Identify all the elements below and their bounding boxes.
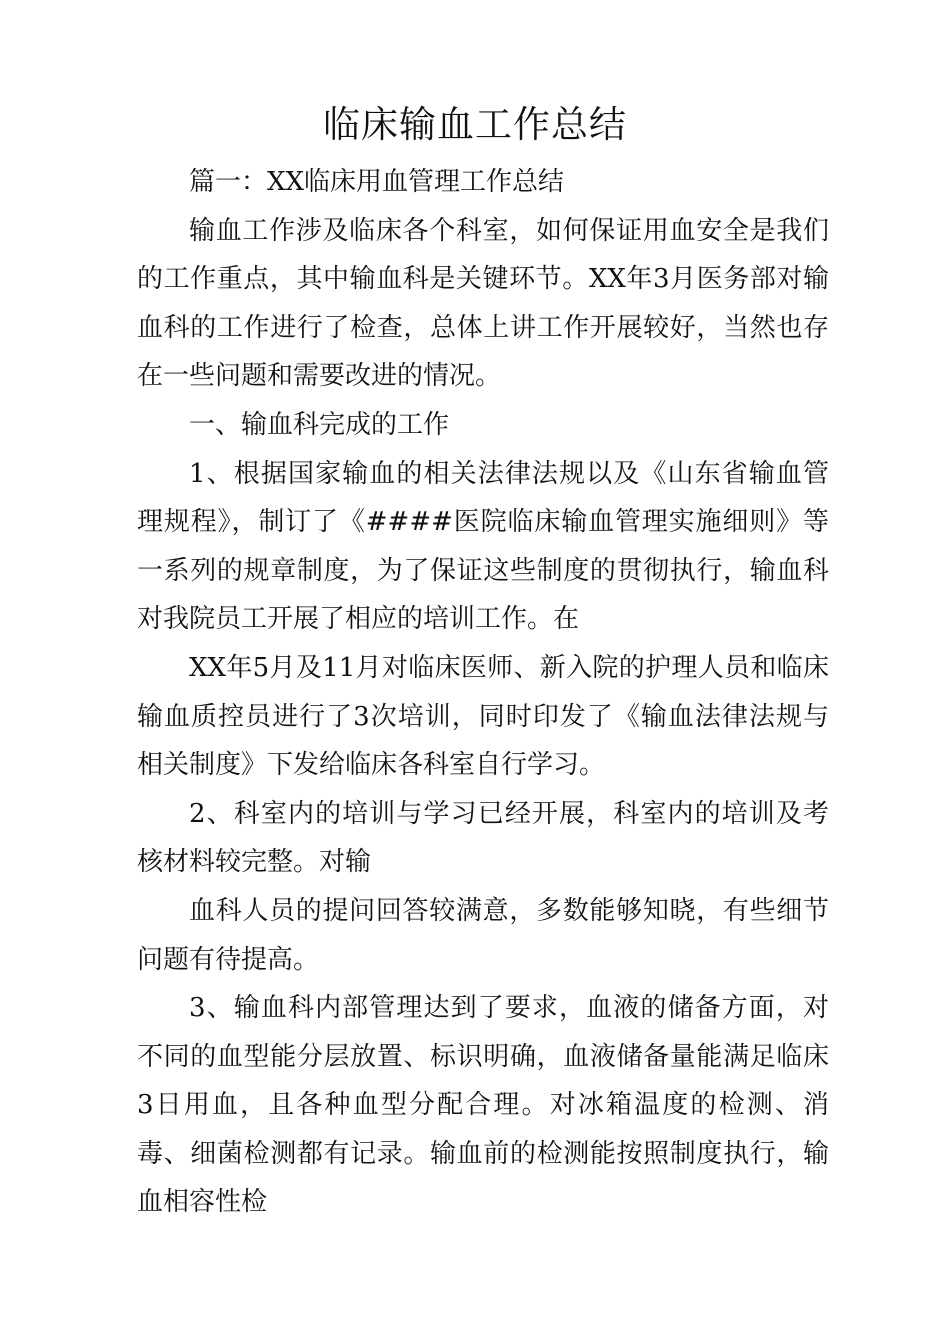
subheading: 一、输血科完成的工作 — [189, 409, 450, 440]
document-title: 临床输血工作总结 — [323, 103, 627, 146]
paragraph: 血科人员的提问回答较满意，多数能够知晓，有些细节问题有待提高。 — [137, 895, 829, 975]
paragraph: 3、输血科内部管理达到了要求，血液的储备方面，对不同的血型能分层放置、标识明确，血液储备量能满足临床3日用血，且各种血型分配合理。对冰箱温度的检测、消毒、细菌检测都有记录。输血前的检测能按照制度执行，输血相容性检 — [137, 993, 829, 1218]
paragraph: 输血工作涉及临床各个科室，如何保证用血安全是我们的工作重点，其中输血科是关键环节。XX年3月医务部对输血科的工作进行了检查，总体上讲工作开展较好，当然也存在一些问题和需要改进的情况。 — [137, 215, 829, 392]
document-body — [137, 158, 829, 1227]
paragraph: 1、根据国家输血的相关法律法规以及《山东省输血管理规程》，制订了《####医院临床输血管理实施细则》等一系列的规章制度，为了保证这些制度的贯彻执行，输血科对我院员工开展了相应的培训工作。在 — [137, 458, 829, 635]
paragraph: XX年5月及11月对临床医师、新入院的护理人员和临床输血质控员进行了3次培训，同时印发了《输血法律法规与相关制度》下发给临床各科室自行学习。 — [137, 652, 829, 781]
section-heading: 篇一：XX临床用血管理工作总结 — [189, 167, 565, 197]
paragraph: 2、科室内的培训与学习已经开展，科室内的培训及考核材料较完整。对输 — [137, 798, 829, 878]
